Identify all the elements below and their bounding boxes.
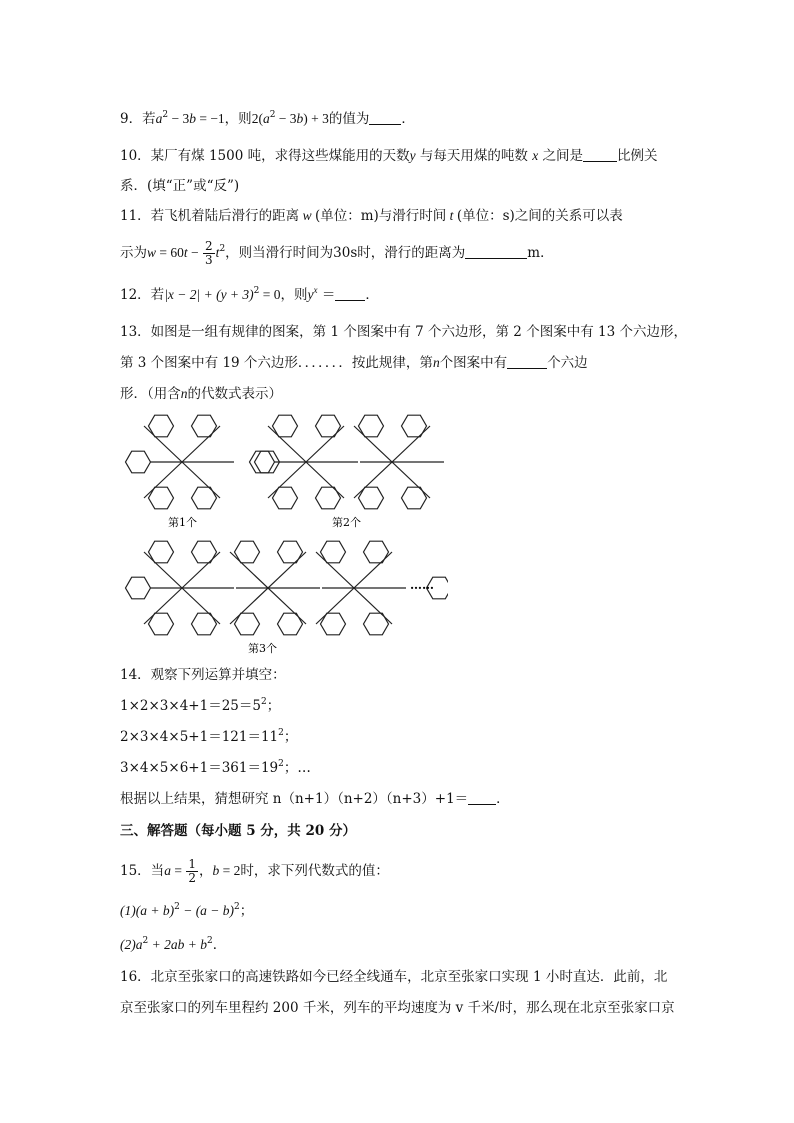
question-9: 9．若$a^2 - 3b = -1$，则$2(a^2 - 3b) + 3$的值为 ． (120, 110, 415, 127)
q14-row-3: $3\times 4\times 5\times 6+1=361=19^2$；… (120, 759, 311, 776)
fraction: $\frac{2}{3}$ (205, 239, 213, 267)
question-11-line2: 示为w = 60t − $\frac{2}{3}$ $t^2$，则当滑行时间为30s时，滑行的距离为 m． (120, 239, 554, 267)
answer-blank[interactable] (468, 792, 496, 805)
answer-blank[interactable] (507, 356, 547, 369)
continuation-dots: …… (410, 578, 434, 592)
question-12: 12．若$|x - 2| + (y + 3)^2 = 0$，则$y^x$ ＝ ． (120, 285, 379, 303)
hexagon-pattern-figure (118, 408, 448, 658)
question-13-line2: 第 3 个图案中有 19 个六边形．．．．．．．按此规律，第n个图案中有 个六边 (120, 355, 588, 371)
q14-row-1: $1\times 2\times 3\times 4+1=25=5^2$； (120, 697, 281, 714)
section-3-heading: 三、解答题（每小题 5 分，共 20 分） (120, 823, 356, 839)
q9-prefix: 9．若 (120, 111, 156, 127)
q14-row-2: $2\times 3\times 4\times 5+1=121=11^2$； (120, 728, 298, 745)
figure-caption-3: 第3个 (248, 642, 277, 655)
q15-part-2: $(2)a^2 + 2ab + b^2$． (120, 936, 227, 953)
answer-blank[interactable] (583, 149, 617, 162)
question-15: 15．当a = $\frac{1}{2}$ ，b = 2时，求下列代数式的值： (120, 857, 389, 885)
question-16: 16．北京至张家口的高速铁路如今已经全线通车，北京至张家口实现 1 小时直达．此前，北 (120, 969, 668, 985)
hexagon (126, 451, 151, 473)
question-13: 13．如图是一组有规律的图案，第 1 个图案中有 7 个六边形，第 2 个图案中有 13 个六边形， (120, 324, 687, 340)
question-14: 14．观察下列运算并填空： (120, 667, 286, 683)
hexagon (126, 577, 151, 599)
question-13-line3: 形．（用含n的代数式表示） (120, 386, 282, 402)
answer-blank[interactable] (465, 246, 527, 259)
hexagon (250, 451, 275, 473)
figure-caption-1: 第1个 (168, 516, 197, 529)
question-16-line2: 京至张家口的列车里程约 200 千米，列车的平均速度为 v 千米/时，那么现在北京至张家口京 (120, 1000, 675, 1016)
question-10: 10．某厂有煤 1500 吨，求得这些煤能用的天数y 与每天用煤的吨数 x 之间是 比例关 (120, 148, 658, 164)
fraction: $\frac{1}{2}$ (188, 857, 196, 885)
question-10-line2: 系．(填“正”或“反”) (120, 178, 240, 194)
q14-question: 根据以上结果，猜想研究 n（n+1）（n+2）（n+3）+1＝ ． (120, 791, 510, 807)
figure-caption-2: 第2个 (332, 516, 361, 529)
q15-part-1: $(1)(a + b)^2 - (a - b)^2$； (120, 902, 254, 919)
question-11: 11．若飞机着陆后滑行的距离 w (单位：m)与滑行时间 t (单位：s)之间的关系可以表 (120, 208, 623, 224)
answer-blank[interactable] (369, 112, 401, 125)
answer-blank[interactable] (335, 288, 365, 301)
